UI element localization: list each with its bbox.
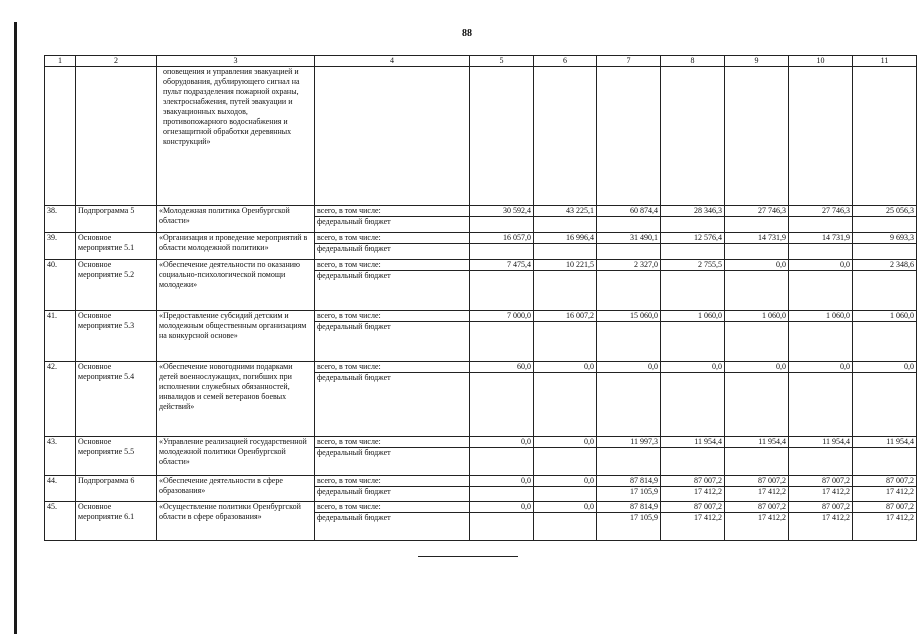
amount-cell: 11 954,4: [789, 437, 853, 448]
amount-cell: [597, 244, 661, 260]
amount-cell: [725, 322, 789, 362]
page-number: 88: [462, 28, 472, 39]
amount-cell: [470, 487, 534, 502]
row-name: «Организация и проведение мероприятий в области молодежной политики»: [157, 233, 315, 260]
source-federal: федеральный бюджет: [315, 271, 470, 311]
amount-cell: 60 874,4: [597, 206, 661, 217]
footer-rule: [418, 556, 518, 557]
amount-cell: [534, 322, 597, 362]
amount-cell: 25 056,3: [853, 206, 917, 217]
amount-cell: 0,0: [725, 260, 789, 271]
amount-cell: 0,0: [534, 502, 597, 513]
program-finance-table: [44, 55, 917, 541]
row-number: 42.: [45, 362, 76, 437]
amount-cell: 28 346,3: [661, 206, 725, 217]
amount-cell: [789, 217, 853, 233]
amount-cell: [853, 244, 917, 260]
amount-cell: 87 007,2: [661, 476, 725, 487]
amount-cell: [470, 217, 534, 233]
amount-cell: [534, 513, 597, 541]
cell: [534, 67, 597, 206]
amount-cell: 12 576,4: [661, 233, 725, 244]
amount-cell: [661, 244, 725, 260]
amount-cell: 17 412,2: [853, 487, 917, 502]
row-number: 40.: [45, 260, 76, 311]
source-federal: федеральный бюджет: [315, 448, 470, 476]
amount-cell: 7 000,0: [470, 311, 534, 322]
amount-cell: [534, 271, 597, 311]
cell: [315, 67, 470, 206]
amount-cell: [470, 373, 534, 437]
col-header-9: 9: [725, 56, 789, 67]
amount-cell: [661, 448, 725, 476]
amount-cell: 87 007,2: [789, 476, 853, 487]
amount-cell: 17 412,2: [725, 487, 789, 502]
amount-cell: [661, 373, 725, 437]
cell: [853, 67, 917, 206]
amount-cell: 1 060,0: [853, 311, 917, 322]
amount-cell: [789, 448, 853, 476]
row-number: 41.: [45, 311, 76, 362]
amount-cell: [470, 513, 534, 541]
source-federal: федеральный бюджет: [315, 513, 470, 541]
col-header-1: 1: [45, 56, 76, 67]
amount-cell: [534, 487, 597, 502]
amount-cell: 17 412,2: [661, 513, 725, 541]
cell: [45, 67, 76, 206]
amount-cell: [661, 271, 725, 311]
amount-cell: [725, 448, 789, 476]
table-row: [45, 437, 917, 448]
amount-cell: [534, 373, 597, 437]
amount-cell: 1 060,0: [725, 311, 789, 322]
amount-cell: [789, 322, 853, 362]
amount-cell: [789, 271, 853, 311]
amount-cell: 87 007,2: [853, 502, 917, 513]
source-total: всего, в том числе:: [315, 437, 470, 448]
amount-cell: [470, 271, 534, 311]
amount-cell: [470, 322, 534, 362]
amount-cell: [534, 217, 597, 233]
amount-cell: 15 060,0: [597, 311, 661, 322]
source-total: всего, в том числе:: [315, 362, 470, 373]
amount-cell: [853, 373, 917, 437]
page-left-edge: [14, 22, 17, 634]
amount-cell: 0,0: [597, 362, 661, 373]
source-federal: федеральный бюджет: [315, 217, 470, 233]
amount-cell: 0,0: [534, 476, 597, 487]
amount-cell: [597, 448, 661, 476]
amount-cell: [597, 322, 661, 362]
amount-cell: 87 007,2: [725, 476, 789, 487]
amount-cell: 10 221,5: [534, 260, 597, 271]
row-name: «Обеспечение деятельности в сфере образования»: [157, 476, 315, 502]
amount-cell: [789, 244, 853, 260]
row-number: 44.: [45, 476, 76, 502]
source-total: всего, в том числе:: [315, 233, 470, 244]
amount-cell: 7 475,4: [470, 260, 534, 271]
amount-cell: 11 954,4: [725, 437, 789, 448]
amount-cell: 16 996,4: [534, 233, 597, 244]
amount-cell: [597, 217, 661, 233]
amount-cell: 0,0: [534, 437, 597, 448]
row-kind: Основное мероприятие 5.2: [76, 260, 157, 311]
col-header-11: 11: [853, 56, 917, 67]
continued-description: оповещения и управления эвакуацией и оборудования, дублирующего сигнал на пульт подразделения пожарной охраны, электроснабжения, путей эвакуации и эвакуационных выходов, противопожарного водоснабжения и огнезащитной обработки деревянных конструкций»: [157, 67, 315, 206]
col-header-6: 6: [534, 56, 597, 67]
amount-cell: 16 007,2: [534, 311, 597, 322]
cell: [789, 67, 853, 206]
col-header-5: 5: [470, 56, 534, 67]
amount-cell: 0,0: [470, 502, 534, 513]
col-header-10: 10: [789, 56, 853, 67]
col-header-8: 8: [661, 56, 725, 67]
amount-cell: 0,0: [470, 437, 534, 448]
col-header-3: 3: [157, 56, 315, 67]
table-row: [45, 206, 917, 217]
amount-cell: [470, 244, 534, 260]
amount-cell: 30 592,4: [470, 206, 534, 217]
row-kind: Основное мероприятие 5.5: [76, 437, 157, 476]
amount-cell: 0,0: [661, 362, 725, 373]
source-federal: федеральный бюджет: [315, 373, 470, 437]
cell: [76, 67, 157, 206]
row-name: «Предоставление субсидий детским и молодежным общественным организациям на конкурсной основе»: [157, 311, 315, 362]
row-name: «Управление реализацией государственной молодежной политики Оренбургской области»: [157, 437, 315, 476]
row-number: 38.: [45, 206, 76, 233]
row-name: «Молодежная политика Оренбургской области»: [157, 206, 315, 233]
amount-cell: [661, 322, 725, 362]
row-kind: Подпрограмма 6: [76, 476, 157, 502]
amount-cell: [470, 448, 534, 476]
source-federal: федеральный бюджет: [315, 322, 470, 362]
row-number: 45.: [45, 502, 76, 541]
amount-cell: [534, 244, 597, 260]
amount-cell: 87 814,9: [597, 476, 661, 487]
amount-cell: 87 007,2: [725, 502, 789, 513]
cell: [470, 67, 534, 206]
amount-cell: 0,0: [789, 260, 853, 271]
source-total: всего, в том числе:: [315, 502, 470, 513]
amount-cell: 27 746,3: [789, 206, 853, 217]
col-header-4: 4: [315, 56, 470, 67]
row-name: «Обеспечение деятельности по оказанию социально-психологической помощи молодежи»: [157, 260, 315, 311]
table-row: [45, 260, 917, 271]
amount-cell: 11 954,4: [661, 437, 725, 448]
row-kind: Основное мероприятие 5.1: [76, 233, 157, 260]
cell: [661, 67, 725, 206]
continued-row: [45, 67, 917, 206]
amount-cell: 1 060,0: [661, 311, 725, 322]
amount-cell: 11 997,3: [597, 437, 661, 448]
source-total: всего, в том числе:: [315, 311, 470, 322]
amount-cell: 2 327,0: [597, 260, 661, 271]
amount-cell: 31 490,1: [597, 233, 661, 244]
row-name: «Осуществление политики Оренбургской области в сфере образования»: [157, 502, 315, 541]
amount-cell: 0,0: [470, 476, 534, 487]
amount-cell: [853, 271, 917, 311]
row-kind: Основное мероприятие 5.4: [76, 362, 157, 437]
amount-cell: [725, 271, 789, 311]
amount-cell: [597, 271, 661, 311]
table-row: [45, 476, 917, 487]
amount-cell: [789, 373, 853, 437]
amount-cell: 43 225,1: [534, 206, 597, 217]
row-number: 39.: [45, 233, 76, 260]
amount-cell: [853, 217, 917, 233]
row-name: «Обеспечение новогодними подарками детей военнослужащих, погибших при исполнении служебных обязанностей, инвалидов и семей ветеранов боевых действий»: [157, 362, 315, 437]
amount-cell: 17 412,2: [853, 513, 917, 541]
amount-cell: 87 814,9: [597, 502, 661, 513]
col-header-7: 7: [597, 56, 661, 67]
source-federal: федеральный бюджет: [315, 244, 470, 260]
amount-cell: 16 057,0: [470, 233, 534, 244]
amount-cell: 17 412,2: [789, 487, 853, 502]
amount-cell: 11 954,4: [853, 437, 917, 448]
source-total: всего, в том числе:: [315, 476, 470, 487]
amount-cell: 14 731,9: [789, 233, 853, 244]
row-kind: Основное мероприятие 5.3: [76, 311, 157, 362]
amount-cell: 17 105,9: [597, 513, 661, 541]
amount-cell: 0,0: [853, 362, 917, 373]
amount-cell: 0,0: [789, 362, 853, 373]
amount-cell: 87 007,2: [853, 476, 917, 487]
col-header-2: 2: [76, 56, 157, 67]
row-kind: Основное мероприятие 6.1: [76, 502, 157, 541]
row-number: 43.: [45, 437, 76, 476]
source-total: всего, в том числе:: [315, 260, 470, 271]
header-row: [45, 56, 917, 67]
amount-cell: 2 348,6: [853, 260, 917, 271]
amount-cell: 14 731,9: [725, 233, 789, 244]
amount-cell: [853, 322, 917, 362]
amount-cell: [853, 448, 917, 476]
cell: [725, 67, 789, 206]
source-federal: федеральный бюджет: [315, 487, 470, 502]
amount-cell: 87 007,2: [661, 502, 725, 513]
row-kind: Подпрограмма 5: [76, 206, 157, 233]
amount-cell: 17 412,2: [725, 513, 789, 541]
table-row: [45, 233, 917, 244]
amount-cell: 9 693,3: [853, 233, 917, 244]
amount-cell: 17 105,9: [597, 487, 661, 502]
amount-cell: [534, 448, 597, 476]
amount-cell: 87 007,2: [789, 502, 853, 513]
amount-cell: [725, 217, 789, 233]
amount-cell: 27 746,3: [725, 206, 789, 217]
table-row: [45, 362, 917, 373]
amount-cell: 17 412,2: [661, 487, 725, 502]
cell: [597, 67, 661, 206]
amount-cell: [725, 244, 789, 260]
source-total: всего, в том числе:: [315, 206, 470, 217]
table-row: [45, 311, 917, 322]
amount-cell: 0,0: [534, 362, 597, 373]
amount-cell: 60,0: [470, 362, 534, 373]
amount-cell: 1 060,0: [789, 311, 853, 322]
amount-cell: 17 412,2: [789, 513, 853, 541]
amount-cell: [725, 373, 789, 437]
amount-cell: 2 755,5: [661, 260, 725, 271]
amount-cell: 0,0: [725, 362, 789, 373]
amount-cell: [661, 217, 725, 233]
table-row: [45, 502, 917, 513]
amount-cell: [597, 373, 661, 437]
